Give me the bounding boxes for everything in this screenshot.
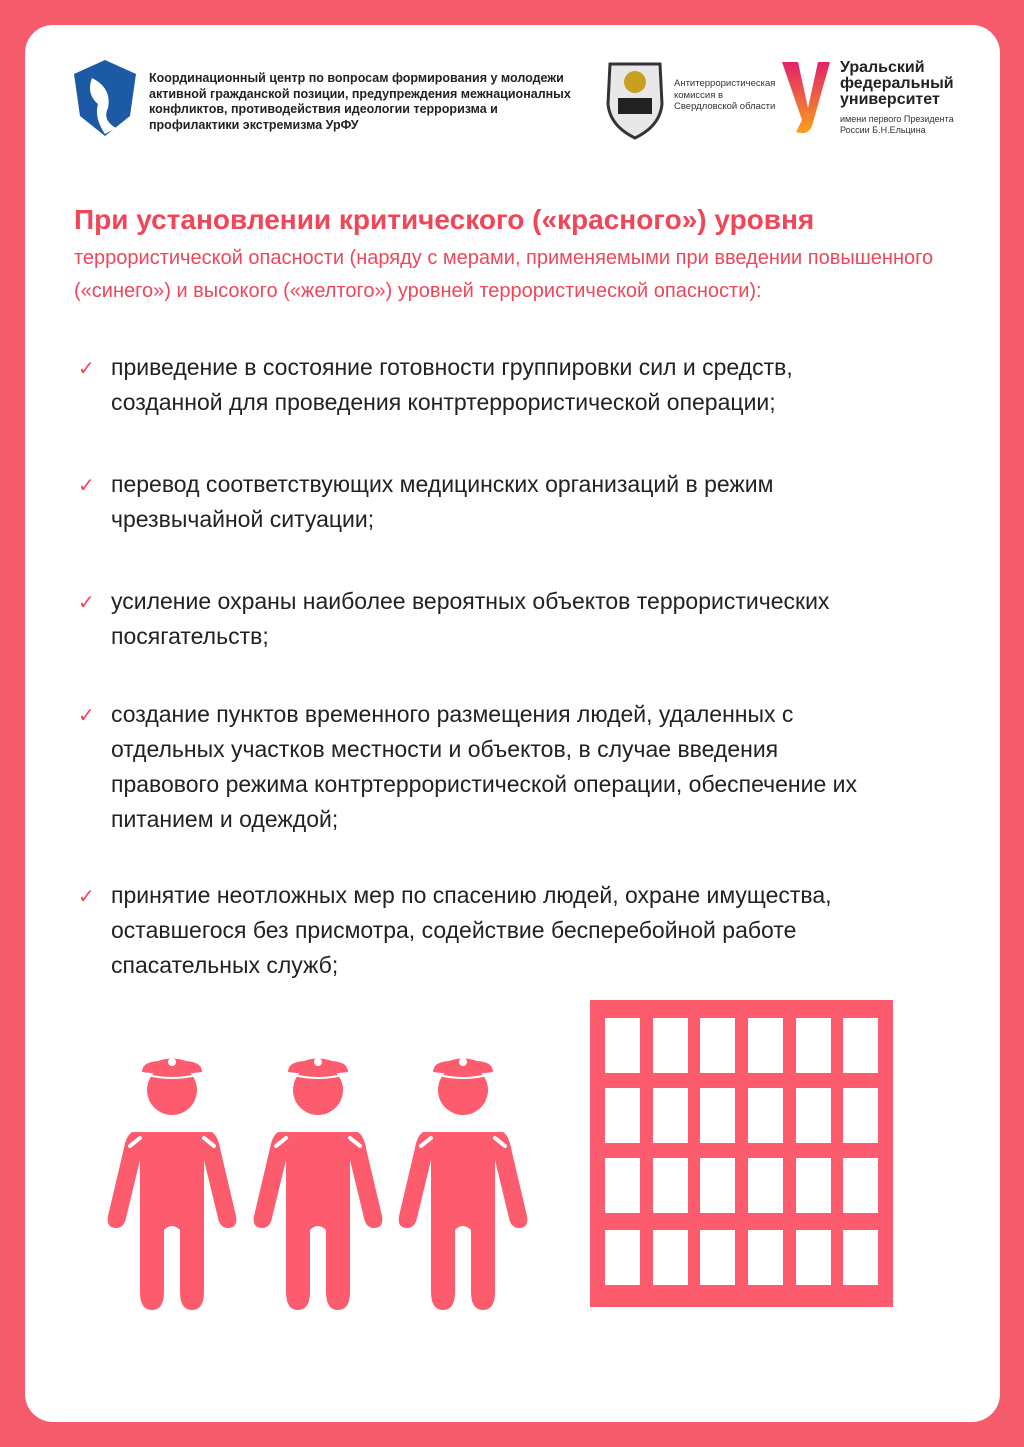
list-item: ✓ перевод соответствующих медицинских организаций в режим чрезвычайной ситуации; [78, 471, 774, 532]
building-window [843, 1158, 878, 1213]
university-subtitle: имени первого Президента России Б.Н.Ельцина [840, 114, 954, 135]
guard-figure [399, 1058, 528, 1310]
commission-text: Антитеррористическая комиссия в Свердловской области [674, 78, 776, 112]
check-icon: ✓ [78, 705, 95, 727]
urfu-logo [782, 60, 832, 136]
building-window [605, 1018, 640, 1073]
illustration [0, 1000, 1024, 1320]
building-window [605, 1230, 640, 1285]
coord-center-logo [72, 58, 138, 138]
commission-logo [604, 60, 666, 140]
building-window [748, 1018, 783, 1073]
university-name: Уральский федеральный университет [840, 59, 954, 108]
check-icon: ✓ [78, 886, 95, 908]
list-item: ✓ усиление охраны наиболее вероятных объектов террористических посягательств; [78, 588, 830, 649]
guard-figure [108, 1058, 237, 1310]
building-window [796, 1158, 831, 1213]
check-icon: ✓ [78, 592, 95, 614]
building-window [653, 1088, 688, 1143]
building-window [748, 1230, 783, 1285]
building-window [700, 1018, 735, 1073]
building-window [843, 1230, 878, 1285]
check-icon: ✓ [78, 475, 95, 497]
page-title: При установлении критического («красного») уровня [74, 204, 815, 235]
building-window [843, 1088, 878, 1143]
building-icon [590, 1000, 893, 1307]
building-window [653, 1230, 688, 1285]
building-window [700, 1158, 735, 1213]
building-window [605, 1088, 640, 1143]
check-icon: ✓ [78, 358, 95, 380]
building-window [605, 1158, 640, 1213]
building-window [843, 1018, 878, 1073]
building-window [796, 1230, 831, 1285]
guard-figure [254, 1058, 383, 1310]
building-window [653, 1158, 688, 1213]
list-item: ✓ приведение в состояние готовности группировки сил и средств, созданной для проведения контртеррористической операции; [78, 354, 793, 415]
building-window [700, 1230, 735, 1285]
building-window [748, 1088, 783, 1143]
building-window [653, 1018, 688, 1073]
building-window [748, 1158, 783, 1213]
building-window [700, 1088, 735, 1143]
list-item: ✓ принятие неотложных мер по спасению людей, охране имущества, оставшегося без присмотра, содействие бесперебойной работе спасательных служб; [78, 882, 832, 978]
building-window [796, 1088, 831, 1143]
coord-center-text: Координационный центр по вопросам формирования у молодежи активной гражданской позиции, предупреждения межнационалных конфликтов, противодействия идеологии терроризма и профилактики экстремизма УрФУ [149, 71, 571, 132]
list-item: ✓ создание пунктов временного размещения людей, удаленных с отдельных участков местности и объектов, в случае введения правового режима контртеррористической операции, обеспечение их питанием и одеждой; [78, 701, 857, 832]
page-subtitle: террористической опасности (наряду с мерами, применяемыми при введении повышенного («синего») и высокого («желтого») уровней террористической опасности): [74, 247, 934, 302]
building-window [796, 1018, 831, 1073]
